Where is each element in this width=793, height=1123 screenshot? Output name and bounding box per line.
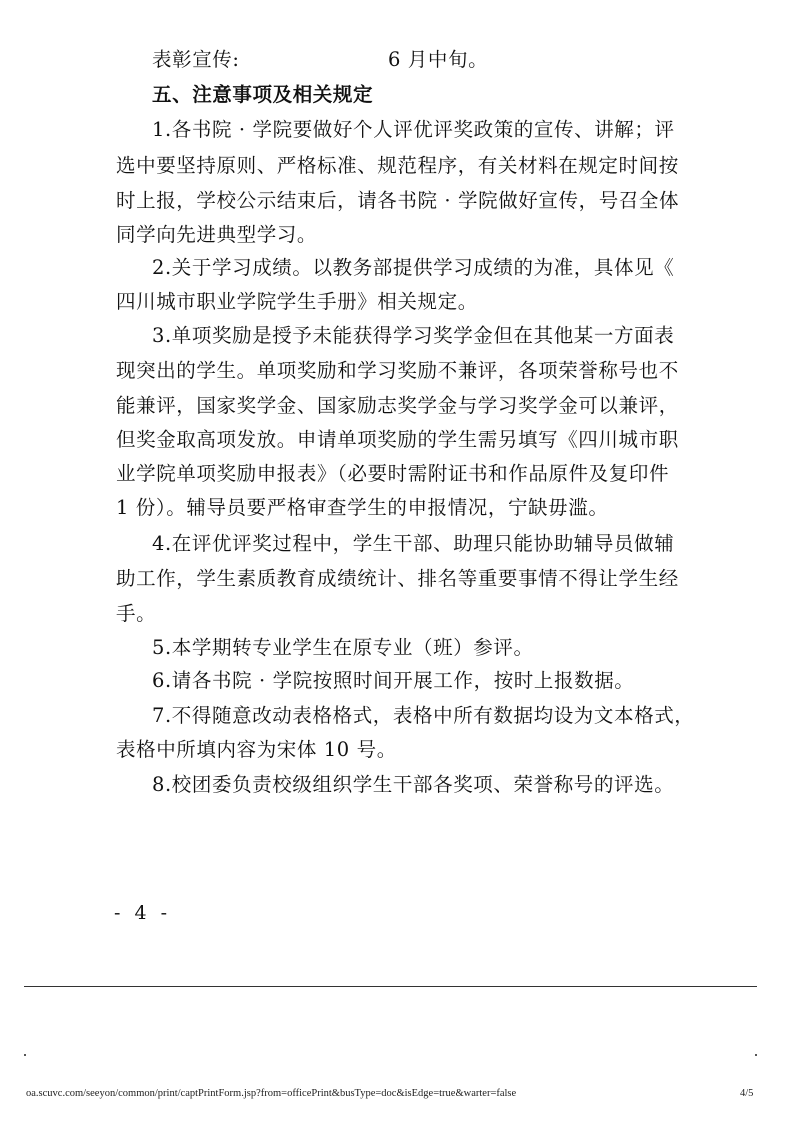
paragraph-line: 4.在评优评奖过程中，学生干部、助理只能协助辅导员做辅 xyxy=(152,532,675,555)
paragraph-line: 1.各书院 · 学院要做好个人评优评奖政策的宣传、讲解；评 xyxy=(152,118,675,141)
schedule-time: 6 月中旬。 xyxy=(388,48,489,71)
paragraph-line: 5.本学期转专业学生在原专业（班）参评。 xyxy=(152,636,534,659)
paragraph-line: 四川城市职业学院学生手册》相关规定。 xyxy=(116,290,478,313)
section-heading: 五、注意事项及相关规定 xyxy=(152,83,374,106)
paragraph-line: 6.请各书院 · 学院按照时间开展工作，按时上报数据。 xyxy=(152,669,635,692)
paragraph-line: 同学向先进典型学习。 xyxy=(116,223,318,246)
page-number: - 4 - xyxy=(114,902,172,924)
paragraph-line: 3.单项奖励是授予未能获得学习奖学金但在其他某一方面表 xyxy=(152,324,675,347)
schedule-label: 表彰宣传: xyxy=(152,48,240,71)
paragraph-line: 业学院单项奖励申报表》（必要时需附证书和作品原件及复印件 xyxy=(116,462,670,485)
paragraph-line: 1 份）。辅导员要严格审查学生的申报情况，宁缺毋滥。 xyxy=(116,496,609,519)
paragraph-line: 时上报，学校公示结束后，请各书院 · 学院做好宣传，号召全体 xyxy=(116,189,680,212)
paragraph-line: 2.关于学习成绩。以教务部提供学习成绩的为准，具体见《 xyxy=(152,256,675,279)
paragraph-line: 现突出的学生。单项奖励和学习奖励不兼评，各项荣誉称号也不 xyxy=(116,359,679,382)
paragraph-line: 能兼评，国家奖学金、国家励志奖学金与学习奖学金可以兼评， xyxy=(116,394,679,417)
margin-dot xyxy=(24,1054,26,1056)
print-url: oa.scuvc.com/seeyon/common/print/captPrintForm.jsp?from=officePrint&busType=doc&isEdge=true&warter=false xyxy=(26,1088,517,1099)
margin-dot xyxy=(755,1054,757,1056)
footer-divider xyxy=(24,986,757,987)
paragraph-line: 7.不得随意改动表格格式，表格中所有数据均设为文本格式， xyxy=(152,704,695,727)
paragraph-line: 手。 xyxy=(116,602,157,625)
paragraph-line: 选中要坚持原则、严格标准、规范程序，有关材料在规定时间按 xyxy=(116,154,679,177)
paragraph-line: 但奖金取高项发放。申请单项奖励的学生需另填写《四川城市职 xyxy=(116,428,679,451)
print-page-count: 4/5 xyxy=(740,1088,754,1099)
paragraph-line: 8.校团委负责校级组织学生干部各奖项、荣誉称号的评选。 xyxy=(152,773,675,796)
paragraph-line: 表格中所填内容为宋体 10 号。 xyxy=(116,738,397,761)
paragraph-line: 助工作，学生素质教育成绩统计、排名等重要事情不得让学生经 xyxy=(116,567,679,590)
